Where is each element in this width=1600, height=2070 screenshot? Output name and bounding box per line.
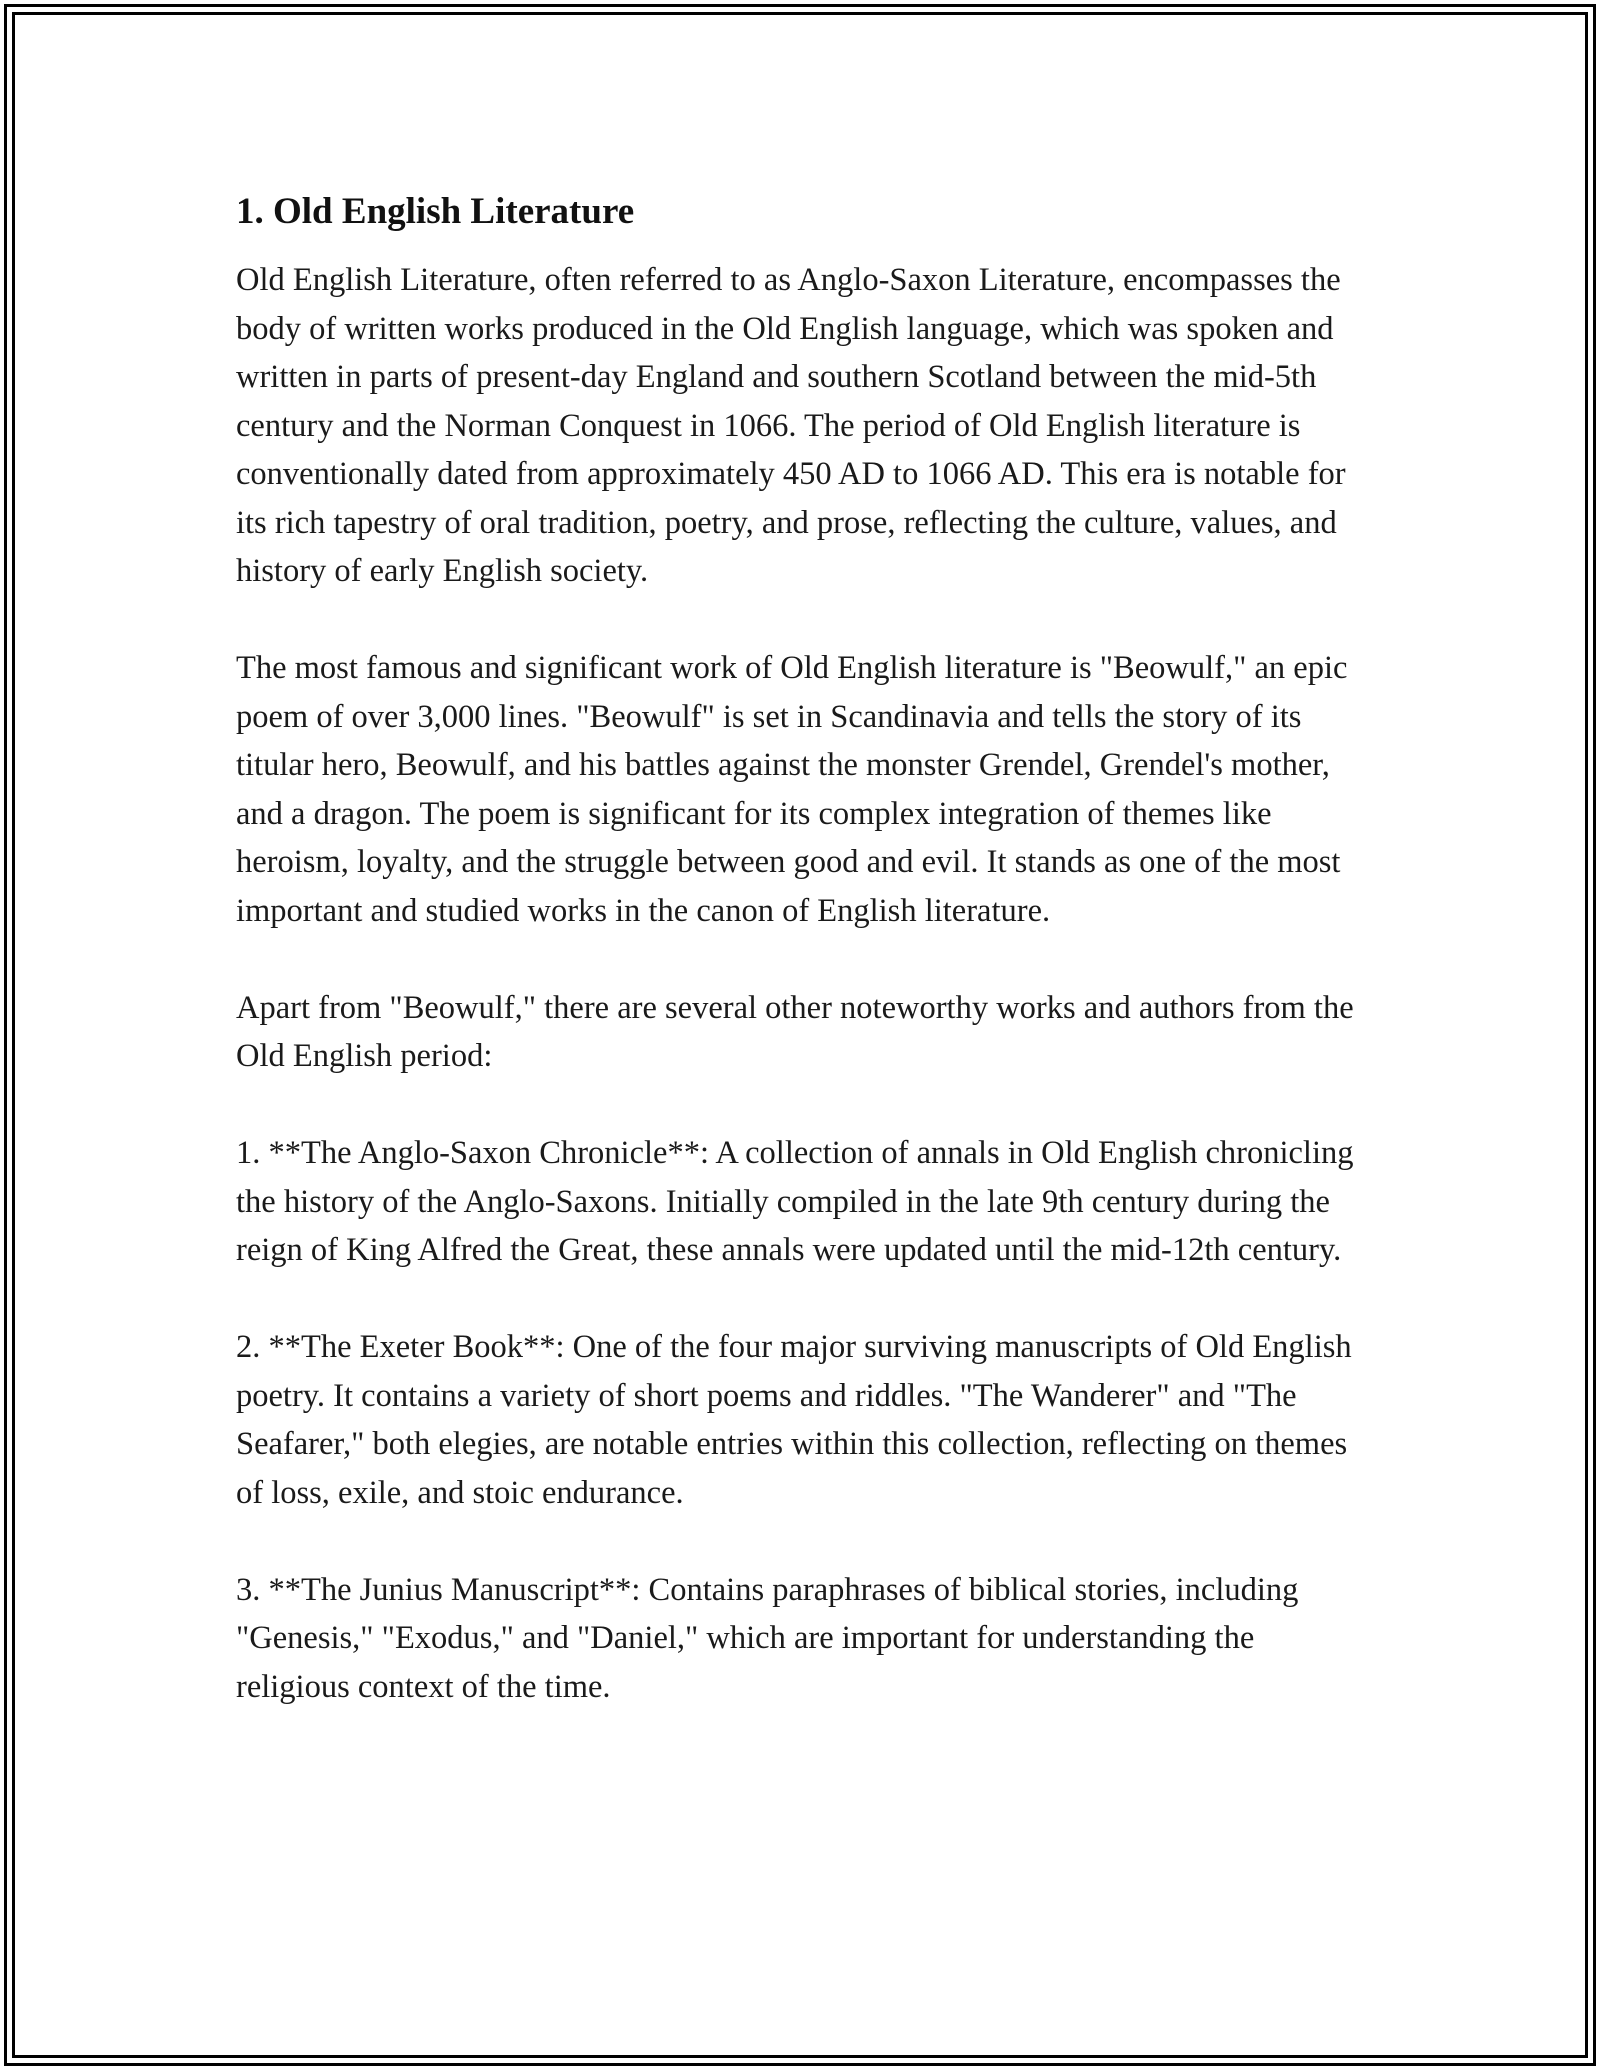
document-body: [236, 186, 1376, 1760]
list-item-junius-manuscript: 3. **The Junius Manuscript**: Contains paraphrases of biblical stories, including "Genesis," "Exodus," and "Daniel," which are important for understanding the religious context of the time.: [236, 1571, 1299, 1705]
paragraph-intro: Old English Literature, often referred to as Anglo-Saxon Literature, encompasses the body of written works produced in the Old English language, which was spoken and written in parts of present-day England and southern Scotland between the mid-5th century and the Norman Conquest in 1066. The period of Old English literature is conventionally dated from approximately 450 AD to 1066 AD. This era is notable for its rich tapestry of oral tradition, poetry, and prose, reflecting the culture, values, and history of early English society.: [236, 262, 1346, 589]
list-item-chronicle: 1. **The Anglo-Saxon Chronicle**: A collection of annals in Old English chronicling the history of the Anglo-Saxons. Initially compiled in the late 9th century during the reign of King Alfred the Great, these annals were updated until the mid-12th century.: [236, 1135, 1354, 1268]
paragraph-beowulf: The most famous and significant work of Old English literature is "Beowulf," an epic poem of over 3,000 lines. "Beowulf" is set in Scandinavia and tells the story of its titular hero, Beowulf, and his battles against the monster Grendel, Grendel's mother, and a dragon. The poem is significant for its complex integration of themes like heroism, loyalty, and the struggle between good and evil. It stands as one of the most important and studied works in the canon of English literature.: [236, 650, 1348, 929]
section-heading: 1. Old English Literature: [236, 191, 635, 232]
list-item-exeter-book: 2. **The Exeter Book**: One of the four major surviving manuscripts of Old English poetry. It contains a variety of short poems and riddles. "The Wanderer" and "The Seafarer," both elegies, are notable entries within this collection, reflecting on themes of loss, exile, and stoic endurance.: [236, 1329, 1352, 1511]
paragraph-other-works: Apart from "Beowulf," there are several other noteworthy works and authors from the Old English period:: [236, 989, 1354, 1074]
